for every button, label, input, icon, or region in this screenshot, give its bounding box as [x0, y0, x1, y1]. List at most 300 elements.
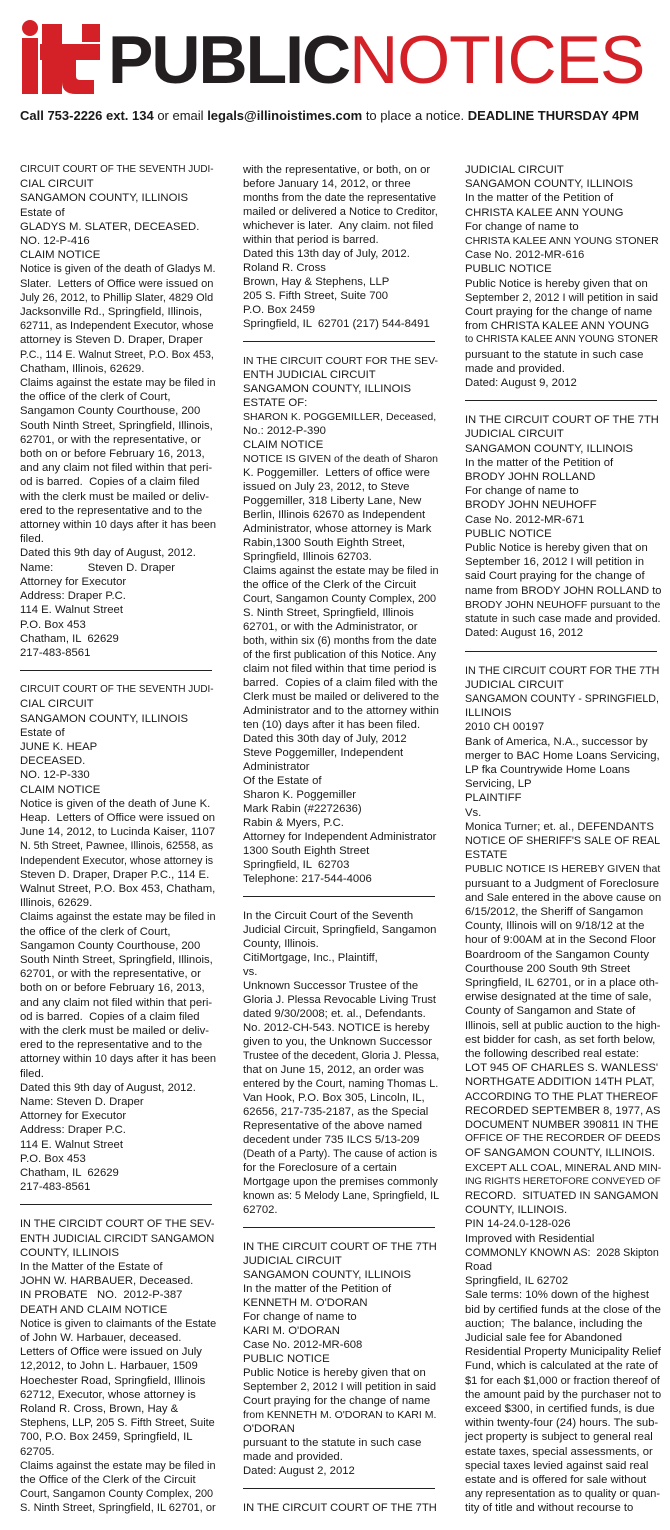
notice-line: NO. 12-P-330 — [20, 769, 90, 782]
notice-line: P.C., 114 E. Walnut Street, P.O. Box 453, — [20, 348, 214, 361]
notice-line: SANGAMON COUNTY, ILLINOIS — [465, 442, 634, 455]
notice-line: In the matter of the Petition of — [465, 456, 614, 469]
notice-line: P.O. Box 2459 — [243, 304, 316, 316]
notice-line: Springfield, IL 62702 — [465, 1275, 569, 1288]
notice-line: estate taxes, special assessments, or — [465, 1445, 653, 1458]
notice-line: the office of the clerk of Court, — [20, 925, 171, 938]
notice-divider — [243, 1488, 435, 1489]
notice-line: said Court praying for the change of — [465, 570, 645, 583]
notice-line: tity of title and without recourse to — [465, 1502, 634, 1515]
column-1 — [20, 163, 217, 1516]
legal-notice — [20, 1217, 217, 1515]
notice-line: Notice is given of the death of Gladys M. — [20, 263, 216, 276]
notice-line: 62701, or with the representative, or — [20, 433, 201, 446]
notice-line: issued on July 23, 2012, to Steve — [243, 481, 410, 493]
notice-line: 62701, or with the representative, or — [20, 968, 201, 981]
notice-line: Heap. Letters of Office were issued on — [20, 811, 216, 824]
notice-line: the office of the Clerk of the Circuit — [243, 579, 417, 591]
notice-line: For change of name to — [243, 1311, 357, 1323]
notice-line: CLAIM NOTICE — [20, 249, 101, 262]
notice-line: COMMONLY KNOWN AS: 2028 Skipton — [465, 1246, 659, 1259]
legal-notice — [465, 413, 662, 640]
notice-line: statute in such case made and provided. — [465, 613, 661, 626]
notice-line: Dated: August 2, 2012 — [243, 1465, 355, 1477]
column-2 — [243, 163, 440, 1515]
notice-line: CLAIM NOTICE — [243, 439, 324, 451]
notice-line: No. 2012-CH-543. NOTICE is hereby — [243, 1022, 430, 1034]
notice-line: Clerk must be mailed or delivered to the — [243, 691, 440, 703]
notice-line: JUDICIAL CIRCUIT — [465, 678, 564, 691]
notice-line: ered to the representative and to the — [20, 504, 203, 517]
notice-line: Telephone: 217-544-4006 — [243, 873, 372, 885]
notice-line: DECEASED. — [20, 755, 86, 768]
notice-line: KENNETH M. O'DORAN — [243, 1297, 368, 1309]
notice-line: ESTATE — [465, 849, 508, 862]
notice-line: of John W. Harbauer, deceased. — [20, 1332, 182, 1345]
notice-line: COUNTY, ILLINOIS. — [465, 1204, 568, 1217]
notice-line: both on or before February 16, 2013, — [20, 982, 205, 995]
legal-notice — [243, 909, 440, 1217]
notice-line: ten (10) days after it has been filed. — [243, 719, 421, 731]
notice-line: with the clerk must be mailed or deliv- — [20, 1024, 209, 1037]
notice-line: of the first publication of this Notice. Any — [243, 649, 437, 661]
notice-line: RECORDED SEPTEMBER 8, 1977, AS — [465, 1104, 661, 1117]
notice-line: od is barred. Copies of a claim filed — [20, 1010, 200, 1023]
notice-line: Administrator and to the attorney within — [243, 705, 439, 717]
notice-line: Dated this 30th day of July, 2012 — [243, 733, 407, 745]
notice-line: Claims against the estate may be filed in — [20, 377, 216, 390]
notice-line: IN PROBATE NO. 2012-P-387 — [20, 1289, 183, 1302]
notice-line: DEATH AND CLAIM NOTICE — [20, 1303, 168, 1316]
notice-line: Dated: August 9, 2012 — [465, 377, 577, 390]
notice-line: 217-483-8561 — [20, 1181, 91, 1194]
notice-line: P.O. Box 453 — [20, 618, 86, 631]
notice-line: JUNE K. HEAP — [20, 740, 98, 753]
notice-line: Notice is given of the death of June K. — [20, 797, 211, 810]
notice-line: September 16, 2012 I will petition in — [465, 556, 644, 569]
notice-line: Court praying for the change of name — [465, 306, 653, 319]
notice-line: Name: Steven D. Draper — [20, 1096, 144, 1108]
notice-line: For change of name to — [465, 485, 579, 498]
notice-line: within twenty-four (24) hours. The sub- — [465, 1417, 659, 1430]
notice-line: from KENNETH M. O'DORAN to KARI M. — [243, 1409, 437, 1421]
notice-line: CIRCUIT COURT OF THE SEVENTH JUDI- — [20, 164, 214, 175]
notice-line: County, Illinois will on 9/18/12 at the — [465, 920, 645, 933]
legal-notice — [243, 1501, 435, 1515]
notice-line: Letters of Office were issued on July — [20, 1346, 202, 1359]
notice-line: Chatham, IL 62629 — [20, 1167, 119, 1180]
notice-line: 700, P.O. Box 2459, Springfield, IL — [20, 1431, 193, 1444]
notice-line: LP fka Countrywide Home Loans — [465, 763, 630, 776]
contact-line — [20, 108, 639, 123]
legal-notice — [243, 163, 438, 331]
notice-line: 2010 CH 00197 — [465, 721, 545, 734]
notice-line: attorney is Steven D. Draper, Draper — [20, 334, 203, 347]
notice-line: CitiMortgage, Inc., Plaintiff, — [243, 952, 378, 964]
contact-text-place: to place a notice. — [362, 108, 468, 123]
notice-line: Roland R. Cross — [243, 262, 326, 274]
notice-line: Steve Poggemiller, Independent — [243, 747, 404, 759]
notice-line: Court, Sangamon County Complex, 200 — [20, 1488, 214, 1501]
notice-line: from CHRISTA KALEE ANN YOUNG — [465, 320, 650, 333]
notice-line: exceed $300, in certified funds, is due — [465, 1403, 655, 1416]
notice-line: Springfield, IL 62701, or in a place oth- — [465, 976, 659, 989]
notice-line: Dated this 9th day of August, 2012. — [20, 547, 196, 560]
notice-line: Mortgage upon the premises commonly — [243, 1176, 438, 1188]
notice-line: CHRISTA KALEE ANN YOUNG STONER — [465, 235, 659, 248]
notice-line: In the Matter of the Estate of — [20, 1261, 163, 1274]
notice-line: PUBLIC NOTICE — [465, 263, 552, 276]
notice-line: June 14, 2012, to Lucinda Kaiser, 1107 — [20, 826, 216, 839]
notice-line: the Office of the Clerk of the Circuit — [20, 1474, 196, 1487]
notice-line: LOT 945 OF CHARLES S. WANLESS' — [465, 1062, 659, 1075]
notice-line: Sharon K. Poggemiller — [243, 789, 357, 801]
notice-line: Claims against the estate may be filed in — [20, 911, 216, 924]
notice-line: County of Sangamon and State of — [465, 1005, 636, 1018]
illinois-times-logo — [20, 20, 105, 100]
notice-line: Stephens, LLP, 205 S. Fifth Street, Suite — [20, 1417, 215, 1430]
notice-line: Address: Draper P.C. — [20, 1124, 126, 1137]
notice-line: Unknown Successor Trustee of the — [243, 980, 419, 992]
notice-line: 62702. — [243, 1204, 278, 1216]
notice-line: July 26, 2012, to Phillip Slater, 4829 Old — [20, 291, 214, 304]
notice-line: In the matter of the Petition of — [465, 192, 614, 205]
notice-line: estate and is offered for sale without — [465, 1474, 647, 1487]
notice-line: Attorney for Independent Administrator — [243, 831, 437, 843]
notice-line: auction; The balance, including the — [465, 1317, 643, 1330]
notice-line: IN THE CIRCUIT COURT OF THE 7TH — [243, 1241, 437, 1253]
notice-line: made and provided. — [243, 1451, 343, 1463]
notice-divider — [243, 341, 435, 342]
notice-line: CIAL CIRCUIT — [20, 178, 94, 191]
notice-line: Mark Rabin (#2272636) — [243, 803, 362, 815]
notice-line: Address: Draper P.C. — [20, 590, 126, 603]
notice-line: with the representative, or both, on or — [243, 164, 431, 176]
notice-line: CIAL CIRCUIT — [20, 698, 94, 711]
notice-line: both, within six (6) months from the date — [243, 635, 437, 647]
notice-line: Dated this 13th day of July, 2012. — [243, 248, 410, 260]
notice-line: Chatham, IL 62629 — [20, 632, 119, 645]
notice-line: made and provided. — [465, 362, 565, 375]
notice-line: ered to the representative and to the — [20, 1039, 203, 1052]
notice-line: Fund, which is calculated at the rate of — [465, 1360, 658, 1373]
column-3 — [465, 163, 662, 1516]
notice-line: September 2, 2012 I will petition in said — [465, 291, 659, 304]
notice-line: Estate of — [20, 206, 65, 219]
notice-line: Springfield, IL 62701 (217) 544-8491 — [243, 318, 430, 330]
notice-line: Claims against the estate may be filed in — [20, 1459, 216, 1472]
notice-line: Monica Turner; et. al., DEFENDANTS — [465, 820, 654, 833]
notice-line: Residential Property Municipality Relief — [465, 1346, 661, 1359]
notice-line: est bidder for cash, as set forth below, — [465, 1033, 656, 1046]
notice-line: N. 5th Street, Pawnee, Illinois, 62558, as — [20, 840, 214, 853]
notice-line: 6/15/2012, the Sheriff of Sangamon — [465, 905, 644, 918]
notice-line: GLADYS M. SLATER, DECEASED. — [20, 220, 200, 233]
notice-line: Road — [465, 1261, 493, 1274]
notice-line: S. Ninth Street, Springfield, Illinois — [243, 607, 414, 619]
notice-line: In the matter of the Petition of — [243, 1283, 392, 1295]
notice-divider — [243, 896, 435, 897]
notice-line: CHRISTA KALEE ANN YOUNG — [465, 206, 624, 219]
notice-line: Representative of the above named — [243, 1120, 422, 1132]
legal-notice — [20, 163, 217, 660]
notice-line: Public Notice is hereby given that on — [243, 1367, 426, 1379]
notice-line: Court, Sangamon County Complex, 200 — [243, 593, 437, 605]
notice-line: NORTHGATE ADDITION 14TH PLAT, — [465, 1076, 655, 1089]
notice-line: before January 14, 2012, or three — [243, 178, 411, 190]
notice-line: attorney within 10 days after it has been — [20, 519, 217, 532]
notice-line: Claims against the estate may be filed in — [243, 565, 439, 577]
notice-line: Attorney for Executor — [20, 1110, 127, 1123]
notice-line: Sangamon County Courthouse, 200 — [20, 939, 201, 952]
notice-line: EXCEPT ALL COAL, MINERAL AND MIN- — [465, 1161, 662, 1174]
notice-line: Sangamon County Courthouse, 200 — [20, 405, 201, 418]
notice-line: mailed or delivered a Notice to Creditor, — [243, 206, 438, 218]
notice-line: Walnut Street, P.O. Box 453, Chatham, — [20, 882, 216, 895]
notice-line: BRODY JOHN NEUHOFF pursuant to the — [465, 598, 661, 611]
notice-line: 114 E. Walnut Street — [20, 1138, 123, 1151]
notice-line: South Ninth Street, Springfield, Illinois, — [20, 953, 213, 966]
notice-line: CLAIM NOTICE — [20, 783, 101, 796]
notice-line: Servicing, LP — [465, 778, 532, 791]
notice-line: P.O. Box 453 — [20, 1152, 86, 1165]
notice-line: 62705. — [20, 1445, 55, 1458]
notice-line: both on or before February 16, 2013, — [20, 448, 205, 461]
notice-line: Estate of — [20, 726, 65, 739]
notice-line: ject property is subject to general real — [465, 1431, 653, 1444]
notice-line: ESTATE OF: — [243, 397, 308, 409]
notice-line: PUBLIC NOTICE IS HEREBY GIVEN that — [465, 863, 661, 876]
notice-line: K. Poggemiller. Letters of office were — [243, 467, 430, 479]
notice-line: Roland R. Cross, Brown, Hay & — [20, 1403, 179, 1416]
notice-line: Trustee of the decedent, Gloria J. Plessa, — [243, 1050, 440, 1062]
notice-line: Public Notice is hereby given that on — [465, 542, 648, 555]
notice-line: OFFICE OF THE RECORDER OF DEEDS — [465, 1133, 661, 1145]
legal-notice — [465, 163, 657, 390]
notice-line: DOCUMENT NUMBER 390811 IN THE — [465, 1119, 659, 1131]
notice-line: Public Notice is hereby given that on — [465, 277, 648, 290]
notice-line: 62711, as Independent Executor, whose — [20, 320, 214, 333]
notice-line: SHARON K. POGGEMILLER, Deceased, — [243, 411, 437, 423]
notice-divider — [465, 400, 657, 401]
notice-line: Dated this 9th day of August, 2012. — [20, 1081, 196, 1094]
notice-line: filed. — [20, 533, 44, 546]
notice-divider — [465, 651, 657, 652]
notice-line: months from the date the representative — [243, 192, 437, 204]
notice-line: September 2, 2012 I will petition in said — [243, 1381, 437, 1393]
notice-line: Slater. Letters of Office were issued on — [20, 277, 214, 290]
notice-line: Administrator — [243, 761, 310, 773]
notice-line: IN THE CIRCUIT COURT FOR THE SEV- — [243, 355, 439, 367]
notice-line: merger to BAC Home Loans Servicing, — [465, 749, 660, 762]
contact-phone: Call 753-2226 ext. 134 — [20, 108, 154, 123]
notice-line: the office of the clerk of Court, — [20, 391, 171, 404]
notice-line: 62712, Executor, whose attorney is — [20, 1388, 196, 1401]
notice-line: BRODY JOHN ROLLAND — [465, 471, 596, 484]
notice-line: Improved with Residential — [465, 1232, 595, 1245]
notice-line: PIN 14-24.0-128-026 — [465, 1218, 571, 1231]
notice-line: Notice is given to claimants of the Estate — [20, 1317, 217, 1330]
notice-line: 62656, 217-735-2187, as the Special — [243, 1106, 429, 1118]
notice-line: (Death of a Party). The cause of action is — [243, 1148, 438, 1160]
notice-line: SANGAMON COUNTY, ILLINOIS — [20, 192, 189, 205]
notice-line: and any claim not filed within that peri- — [20, 462, 213, 475]
notice-line: with the clerk must be mailed or deliv- — [20, 490, 209, 503]
notice-line: dated 9/30/2008; et. al., Defendants. — [243, 1008, 426, 1020]
contact-deadline: DEADLINE THURSDAY 4PM — [467, 108, 639, 123]
notice-line: South Ninth Street, Springfield, Illinois, — [20, 419, 213, 432]
notice-line: Of the Estate of — [243, 775, 322, 787]
notice-line: Name: Steven D. Draper — [20, 561, 176, 574]
notice-line: JUDICIAL CIRCUIT — [465, 428, 564, 441]
notice-line: CIRCUIT COURT OF THE SEVENTH JUDI- — [20, 684, 214, 696]
notice-line: that on June 15, 2012, an order was — [243, 1064, 424, 1076]
notice-line: filed. — [20, 1067, 44, 1080]
notice-line: Jacksonville Rd., Springfield, Illinois, — [20, 306, 203, 319]
notice-line: Attorney for Executor — [20, 575, 127, 588]
notice-line: 217-483-8561 — [20, 646, 91, 659]
notice-line: attorney within 10 days after it has been — [20, 1053, 217, 1066]
notice-line: Brown, Hay & Stephens, LLP — [243, 276, 390, 288]
notice-line: Judicial sale fee for Abandoned — [465, 1332, 623, 1345]
notice-line: KARI M. O'DORAN — [243, 1325, 340, 1337]
notice-line: Courthouse 200 South 9th Street — [465, 962, 631, 975]
notice-line: IN THE CIRCUIT COURT OF THE 7TH — [465, 414, 659, 427]
notice-line: Hoechester Road, Springfield, Illinois — [20, 1374, 206, 1387]
notice-line: IN THE CIRCIDT COURT OF THE SEV- — [20, 1218, 215, 1231]
notice-line: NOTICE IS GIVEN of the death of Sharon — [243, 453, 438, 465]
notice-line: No.: 2012-P-390 — [243, 425, 326, 437]
notice-line: pursuant to a Judgment of Foreclosure — [465, 877, 660, 890]
notice-line: 1300 South Eighth Street — [243, 845, 370, 857]
legal-notice — [20, 683, 217, 1194]
notice-line: for the Foreclosure of a certain — [243, 1162, 397, 1174]
page-title — [108, 20, 644, 100]
notice-line: SANGAMON COUNTY, ILLINOIS — [243, 383, 412, 395]
notice-line: NOTICE OF SHERIFF'S SALE OF REAL — [465, 834, 661, 847]
notice-line: PLAINTIFF — [465, 792, 522, 805]
notice-line: $1 for each $1,000 or fraction thereof of — [465, 1374, 660, 1387]
notice-line: given to you, the Unknown Successor — [243, 1036, 433, 1048]
notice-line: the amount paid by the purchaser not to — [465, 1388, 662, 1401]
notice-line: 114 E. Walnut Street — [20, 604, 123, 617]
notice-line: Boardroom of the Sangamon County — [465, 948, 649, 961]
notice-line: IN THE CIRCUIT COURT OF THE 7TH — [243, 1502, 437, 1514]
notice-line: any representation as to quality or quan- — [465, 1488, 660, 1501]
notice-line: JUDICIAL CIRCUIT — [243, 1255, 342, 1267]
notice-line: decedent under 735 ILCS 5/13-209 — [243, 1134, 420, 1146]
notice-line: SANGAMON COUNTY, ILLINOIS — [243, 1269, 412, 1281]
notice-line: JUDICIAL CIRCUIT — [465, 164, 564, 176]
notice-line: Judicial Circuit, Springfield, Sangamon — [243, 924, 437, 936]
notice-line: OF SANGAMON COUNTY, ILLINOIS. — [465, 1147, 655, 1160]
notice-line: In the Circuit Court of the Seventh — [243, 910, 414, 922]
notice-line: IN THE CIRCUIT COURT FOR THE 7TH — [465, 664, 660, 677]
notice-line: known as: 5 Melody Lane, Springfield, IL — [243, 1190, 440, 1202]
notice-line: ACCORDING TO THE PLAT THEREOF — [465, 1090, 659, 1103]
notice-line: erwise designated at the time of sale, — [465, 991, 652, 1004]
notice-line: Chatham, Illinois, 62629. — [20, 362, 145, 375]
notice-line: pursuant to the statute in such case — [243, 1437, 422, 1449]
contact-email[interactable]: legals@illinoistimes.com — [207, 108, 363, 123]
notice-line: Berlin, Illinois 62670 as Independent — [243, 509, 426, 521]
notice-line: Case No. 2012-MR-616 — [465, 249, 585, 262]
notice-line: od is barred. Copies of a claim filed — [20, 476, 200, 489]
notice-line: Illinois, sell at public auction to the high- — [465, 1019, 661, 1032]
notice-divider — [243, 1227, 435, 1228]
notice-line: BRODY JOHN NEUHOFF — [465, 499, 597, 512]
notice-line: name from BRODY JOHN ROLLAND to — [465, 584, 662, 597]
notice-line: PUBLIC NOTICE — [465, 527, 552, 540]
notice-line: O'DORAN — [243, 1423, 295, 1435]
notice-line: Court praying for the change of name — [243, 1395, 431, 1407]
notice-line: Case No. 2012-MR-671 — [465, 513, 585, 526]
notice-line: NO. 12-P-416 — [20, 235, 90, 248]
legal-notice — [243, 1240, 435, 1478]
notice-line: vs. — [243, 966, 258, 978]
notice-line: S. Ninth Street, Springfield, IL 62701, or — [20, 1502, 216, 1515]
title-public: PUBLIC — [108, 22, 350, 98]
notice-line: 12,2012, to John L. Harbauer, 1509 — [20, 1360, 198, 1373]
contact-text-or: or email — [153, 108, 208, 123]
notice-line: entered by the Court, naming Thomas L. — [243, 1078, 439, 1090]
notice-line: Steven D. Draper, Draper P.C., 114 E. — [20, 868, 210, 881]
notice-line: Case No. 2012-MR-608 — [243, 1339, 363, 1351]
notice-line: Vs. — [465, 806, 482, 819]
notice-line: special taxes levied against said real — [465, 1459, 649, 1472]
notice-line: ING RIGHTS HERETOFORE CONVEYED OF — [465, 1175, 661, 1187]
notice-line: Poggemiller, 318 Liberty Lane, New — [243, 495, 422, 507]
notice-line: SANGAMON COUNTY, ILLINOIS — [465, 178, 634, 191]
notice-line: pursuant to the statute in such case — [465, 348, 644, 361]
notice-line: Springfield, IL 62703 — [243, 859, 350, 871]
notice-line: claim not filed within that time period is — [243, 663, 437, 675]
notice-line: ENTH JUDICIAL CIRCIDT SANGAMON — [20, 1232, 215, 1245]
notice-line: barred. Copies of a claim filed with the — [243, 677, 438, 689]
notice-line: For change of name to — [465, 220, 579, 233]
notice-line: Bank of America, N.A., successor by — [465, 735, 648, 748]
notice-divider — [20, 670, 212, 671]
notice-line: SANGAMON COUNTY, ILLINOIS — [20, 712, 189, 725]
notice-line: PUBLIC NOTICE — [243, 1353, 330, 1365]
notice-line: Administrator, whose attorney is Mark — [243, 523, 432, 535]
notice-line: RECORD. SITUATED IN SANGAMON — [465, 1190, 659, 1203]
notice-line: Van Hook, P.O. Box 305, Lincoln, IL, — [243, 1092, 425, 1104]
notice-line: the following described real estate: — [465, 1047, 639, 1060]
notice-line: Gloria J. Plessa Revocable Living Trust — [243, 994, 436, 1006]
notice-line: Rabin,1300 South Eighth Street, — [243, 537, 406, 549]
notice-line: and Sale entered in the above cause on — [465, 891, 662, 904]
legal-notice — [243, 354, 440, 886]
notice-line: Dated: August 16, 2012 — [465, 627, 584, 640]
masthead — [0, 0, 670, 130]
title-notices: NOTICES — [349, 22, 645, 98]
notice-line: to CHRISTA KALEE ANN YOUNG STONER — [465, 334, 659, 346]
notice-line: Springfield, Illinois 62703. — [243, 551, 372, 563]
notice-line: hour of 9:00AM at in the Second Floor — [465, 934, 656, 947]
legal-notice — [465, 664, 662, 1516]
notice-line: and any claim not filed within that peri- — [20, 996, 213, 1009]
notice-line: bid by certified funds at the close of the — [465, 1303, 661, 1316]
notice-line: Sale terms: 10% down of the highest — [465, 1289, 649, 1302]
notice-line: Independent Executor, whose attorney is — [20, 854, 214, 867]
notice-line: 205 S. Fifth Street, Suite 700 — [243, 290, 389, 302]
notice-line: SANGAMON COUNTY - SPRINGFIELD, — [465, 692, 659, 705]
notice-line: ILLINOIS — [465, 707, 512, 720]
notice-line: Illinois, 62629. — [20, 897, 93, 910]
notice-line: whichever is later. Any claim. not filed — [243, 220, 434, 232]
notice-line: ENTH JUDICIAL CIRCUIT — [243, 369, 376, 381]
